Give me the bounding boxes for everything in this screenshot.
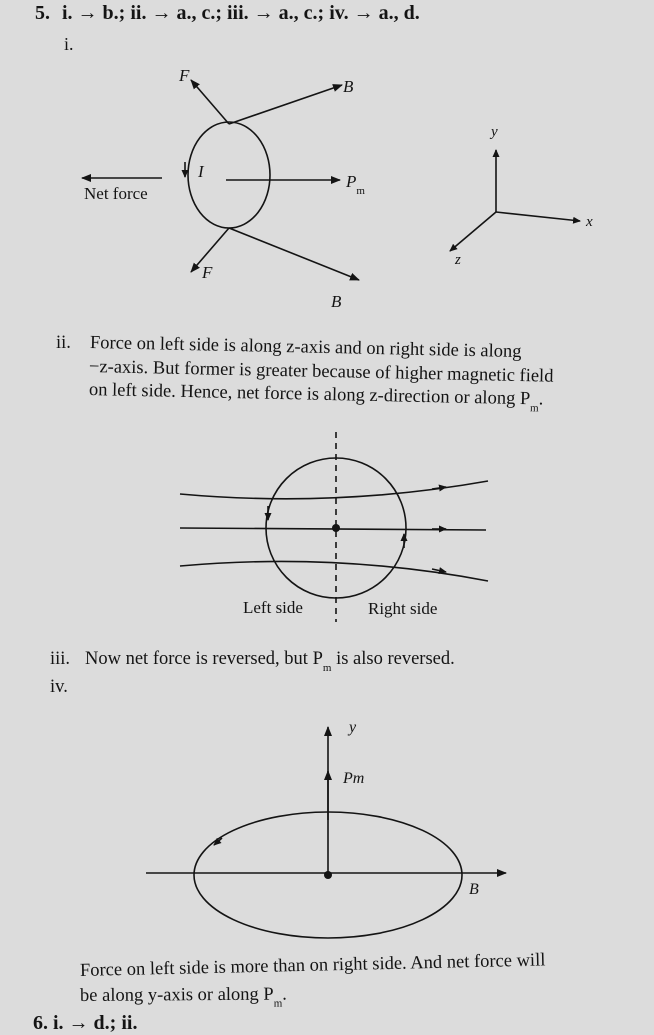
part-ii-line-3-text: on left side. Hence, net force is along z-direction or along P bbox=[88, 380, 531, 410]
part-ii-line-1: Force on left side is along z-axis and on right side is along bbox=[89, 333, 522, 363]
part-ii-line-3-end: . bbox=[538, 389, 544, 410]
part-iv-marker: iv. bbox=[50, 677, 68, 697]
label-right-side: Right side bbox=[368, 599, 438, 618]
label-b-top: B bbox=[343, 77, 354, 96]
label-pm-iv: Pm bbox=[343, 770, 365, 787]
label-b-iv: B bbox=[469, 881, 479, 898]
axis-x-label: x bbox=[586, 214, 593, 230]
part-iv-line-2-end: . bbox=[282, 984, 287, 1005]
part-ii-line-3-sub: m bbox=[529, 402, 539, 415]
part-i-marker: i. bbox=[64, 34, 74, 54]
label-left-side: Left side bbox=[243, 598, 303, 617]
label-b-bottom: B⃗ bbox=[331, 292, 355, 311]
part-iii-text-sub: m bbox=[322, 662, 332, 674]
part-iii-marker: iii. bbox=[50, 649, 71, 669]
label-f-top: F bbox=[179, 66, 190, 85]
part-iv-line-2-sub: m bbox=[273, 997, 283, 1010]
part-ii-marker: ii. bbox=[56, 333, 71, 353]
axis-y-label-iv: y bbox=[349, 719, 357, 736]
part-iv-line-1: Force on left side is more than on right side. And net force will bbox=[79, 950, 546, 981]
label-f-bottom: F bbox=[202, 263, 213, 282]
label-pm-sub: m bbox=[356, 185, 365, 197]
label-current-i: I bbox=[198, 162, 204, 181]
next-question-cutoff: 6. i. → d.; ii. bbox=[33, 1012, 138, 1034]
part-iii-text-a: Now net force is reversed, but P bbox=[85, 649, 323, 669]
axis-z-label: z bbox=[455, 252, 461, 268]
axis-y-label: y bbox=[491, 124, 498, 140]
question-number: 5. bbox=[35, 2, 50, 24]
label-pm-base: P bbox=[346, 172, 357, 191]
part-iv-line-2-text: be along y-axis or along P bbox=[79, 984, 274, 1006]
part-iii-text-b: is also reversed. bbox=[331, 649, 455, 669]
part-iv-line-2 bbox=[80, 984, 287, 1009]
part-ii-line-2: −z-axis. But former is greater because of higher magnetic field bbox=[88, 357, 554, 387]
origin-dot bbox=[324, 871, 332, 879]
answer-key: i. → b.; ii. → a., c.; iii. → a., c.; iv. → a., d. bbox=[62, 2, 420, 24]
label-net-force: Net force bbox=[84, 184, 148, 203]
